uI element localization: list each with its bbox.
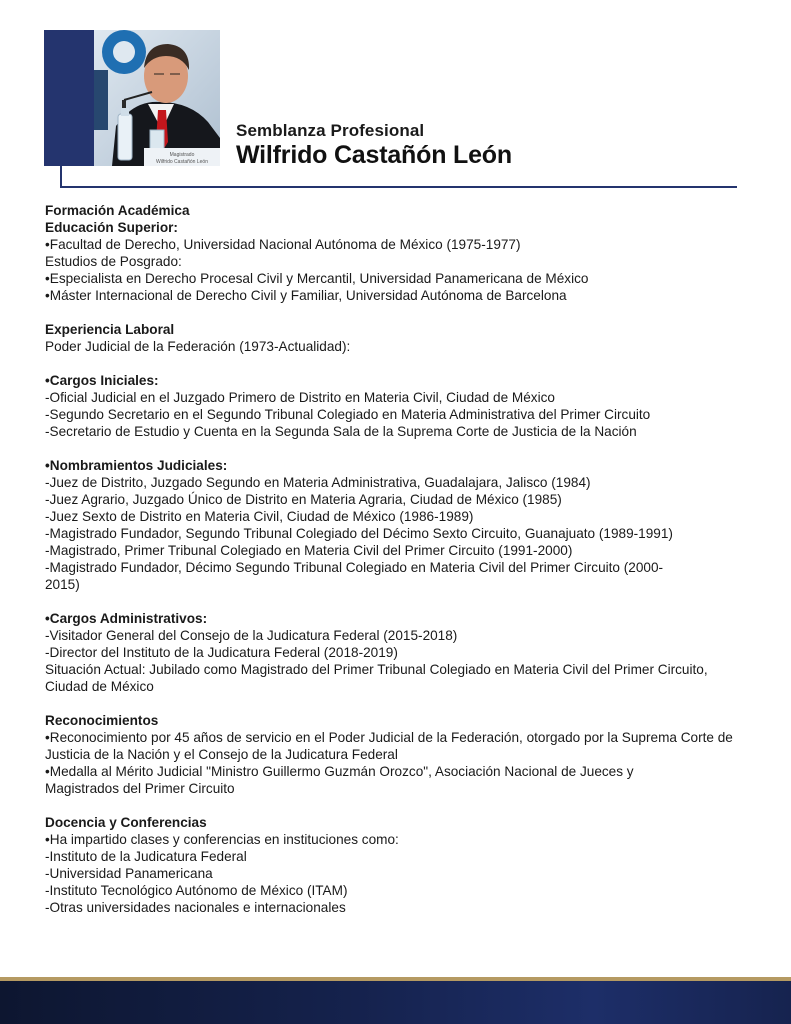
list-item: -Instituto Tecnológico Autónomo de México (ITAM) bbox=[45, 883, 348, 898]
subsection-label-superior: Educación Superior: bbox=[45, 220, 178, 235]
list-item: -Juez Agrario, Juzgado Único de Distrito en Materia Agraria, Ciudad de México (1985) bbox=[45, 492, 562, 507]
header-divider bbox=[60, 186, 737, 188]
header-divider-vertical bbox=[60, 166, 62, 188]
resume-body bbox=[45, 202, 745, 916]
list-item: •Especialista en Derecho Procesal Civil y Mercantil, Universidad Panamericana de México bbox=[45, 271, 589, 286]
subsection-label-nombramientos: •Nombramientos Judiciales: bbox=[45, 458, 228, 473]
list-item: -Juez de Distrito, Juzgado Segundo en Materia Administrativa, Guadalajara, Jalisco (1984) bbox=[45, 475, 591, 490]
section-title-reconocimientos: Reconocimientos bbox=[45, 713, 159, 728]
list-item: -Visitador General del Consejo de la Judicatura Federal (2015-2018) bbox=[45, 628, 458, 643]
list-item: -Director del Instituto de la Judicatura Federal (2018-2019) bbox=[45, 645, 398, 660]
list-item: -Secretario de Estudio y Cuenta en la Segunda Sala de la Suprema Corte de Justicia de la Nación bbox=[45, 424, 637, 439]
situacion-actual: Situación Actual: Jubilado como Magistrado del Primer Tribunal Colegiado en Materia Civil del Primer Circuito, Ciudad de México bbox=[45, 662, 708, 694]
list-item: •Facultad de Derecho, Universidad Nacional Autónoma de México (1975-1977) bbox=[45, 237, 521, 252]
list-item: -Juez Sexto de Distrito en Materia Civil, Ciudad de México (1986-1989) bbox=[45, 509, 474, 524]
experiencia-intro: Poder Judicial de la Federación (1973-Actualidad): bbox=[45, 339, 351, 354]
section-title-formacion: Formación Académica bbox=[45, 203, 190, 218]
person-name: Wilfrido Castañón León bbox=[236, 141, 512, 169]
nameplate-name: Wilfrido Castañón León bbox=[156, 159, 208, 165]
section-title-experiencia: Experiencia Laboral bbox=[45, 322, 175, 337]
list-item: •Medalla al Mérito Judicial "Ministro Guillermo Guzmán Orozco", Asociación Nacional de Jueces y Magistrados del Primer Circuito bbox=[45, 764, 634, 796]
document-subtitle: Semblanza Profesional bbox=[236, 121, 425, 140]
list-item: -Instituto de la Judicatura Federal bbox=[45, 849, 247, 864]
section-title-docencia: Docencia y Conferencias bbox=[45, 815, 207, 830]
list-item: -Oficial Judicial en el Juzgado Primero de Distrito en Materia Civil, Ciudad de México bbox=[45, 390, 555, 405]
header-accent-block bbox=[44, 30, 94, 166]
list-item: -Magistrado, Primer Tribunal Colegiado en Materia Civil del Primer Circuito (1991-2000) bbox=[45, 543, 573, 558]
list-item: -Universidad Panamericana bbox=[45, 866, 213, 881]
subsection-label-posgrado: Estudios de Posgrado: bbox=[45, 254, 182, 269]
list-item: -Magistrado Fundador, Décimo Segundo Tribunal Colegiado en Materia Civil del Primer Circuito (2000-2015) bbox=[45, 560, 664, 592]
subsection-label-cargos-admin: •Cargos Administrativos: bbox=[45, 611, 208, 626]
footer-band bbox=[0, 981, 791, 1024]
list-item: -Otras universidades nacionales e internacionales bbox=[45, 900, 346, 915]
subsection-label-cargos-iniciales: •Cargos Iniciales: bbox=[45, 373, 159, 388]
list-item: •Máster Internacional de Derecho Civil y Familiar, Universidad Autónoma de Barcelona bbox=[45, 288, 567, 303]
docencia-intro: •Ha impartido clases y conferencias en instituciones como: bbox=[45, 832, 399, 847]
list-item: -Magistrado Fundador, Segundo Tribunal Colegiado del Décimo Sexto Circuito, Guanajuato (1989-1991) bbox=[45, 526, 673, 541]
nameplate-title: Magistrado bbox=[169, 152, 195, 158]
list-item: -Segundo Secretario en el Segundo Tribunal Colegiado en Materia Administrativa del Primer Circuito bbox=[45, 407, 651, 422]
list-item: •Reconocimiento por 45 años de servicio en el Poder Judicial de la Federación, otorgado por la Suprema Corte de Justicia de la Nación y el Consejo de la Judicatura Federal bbox=[45, 730, 733, 762]
profile-photo bbox=[94, 30, 220, 166]
